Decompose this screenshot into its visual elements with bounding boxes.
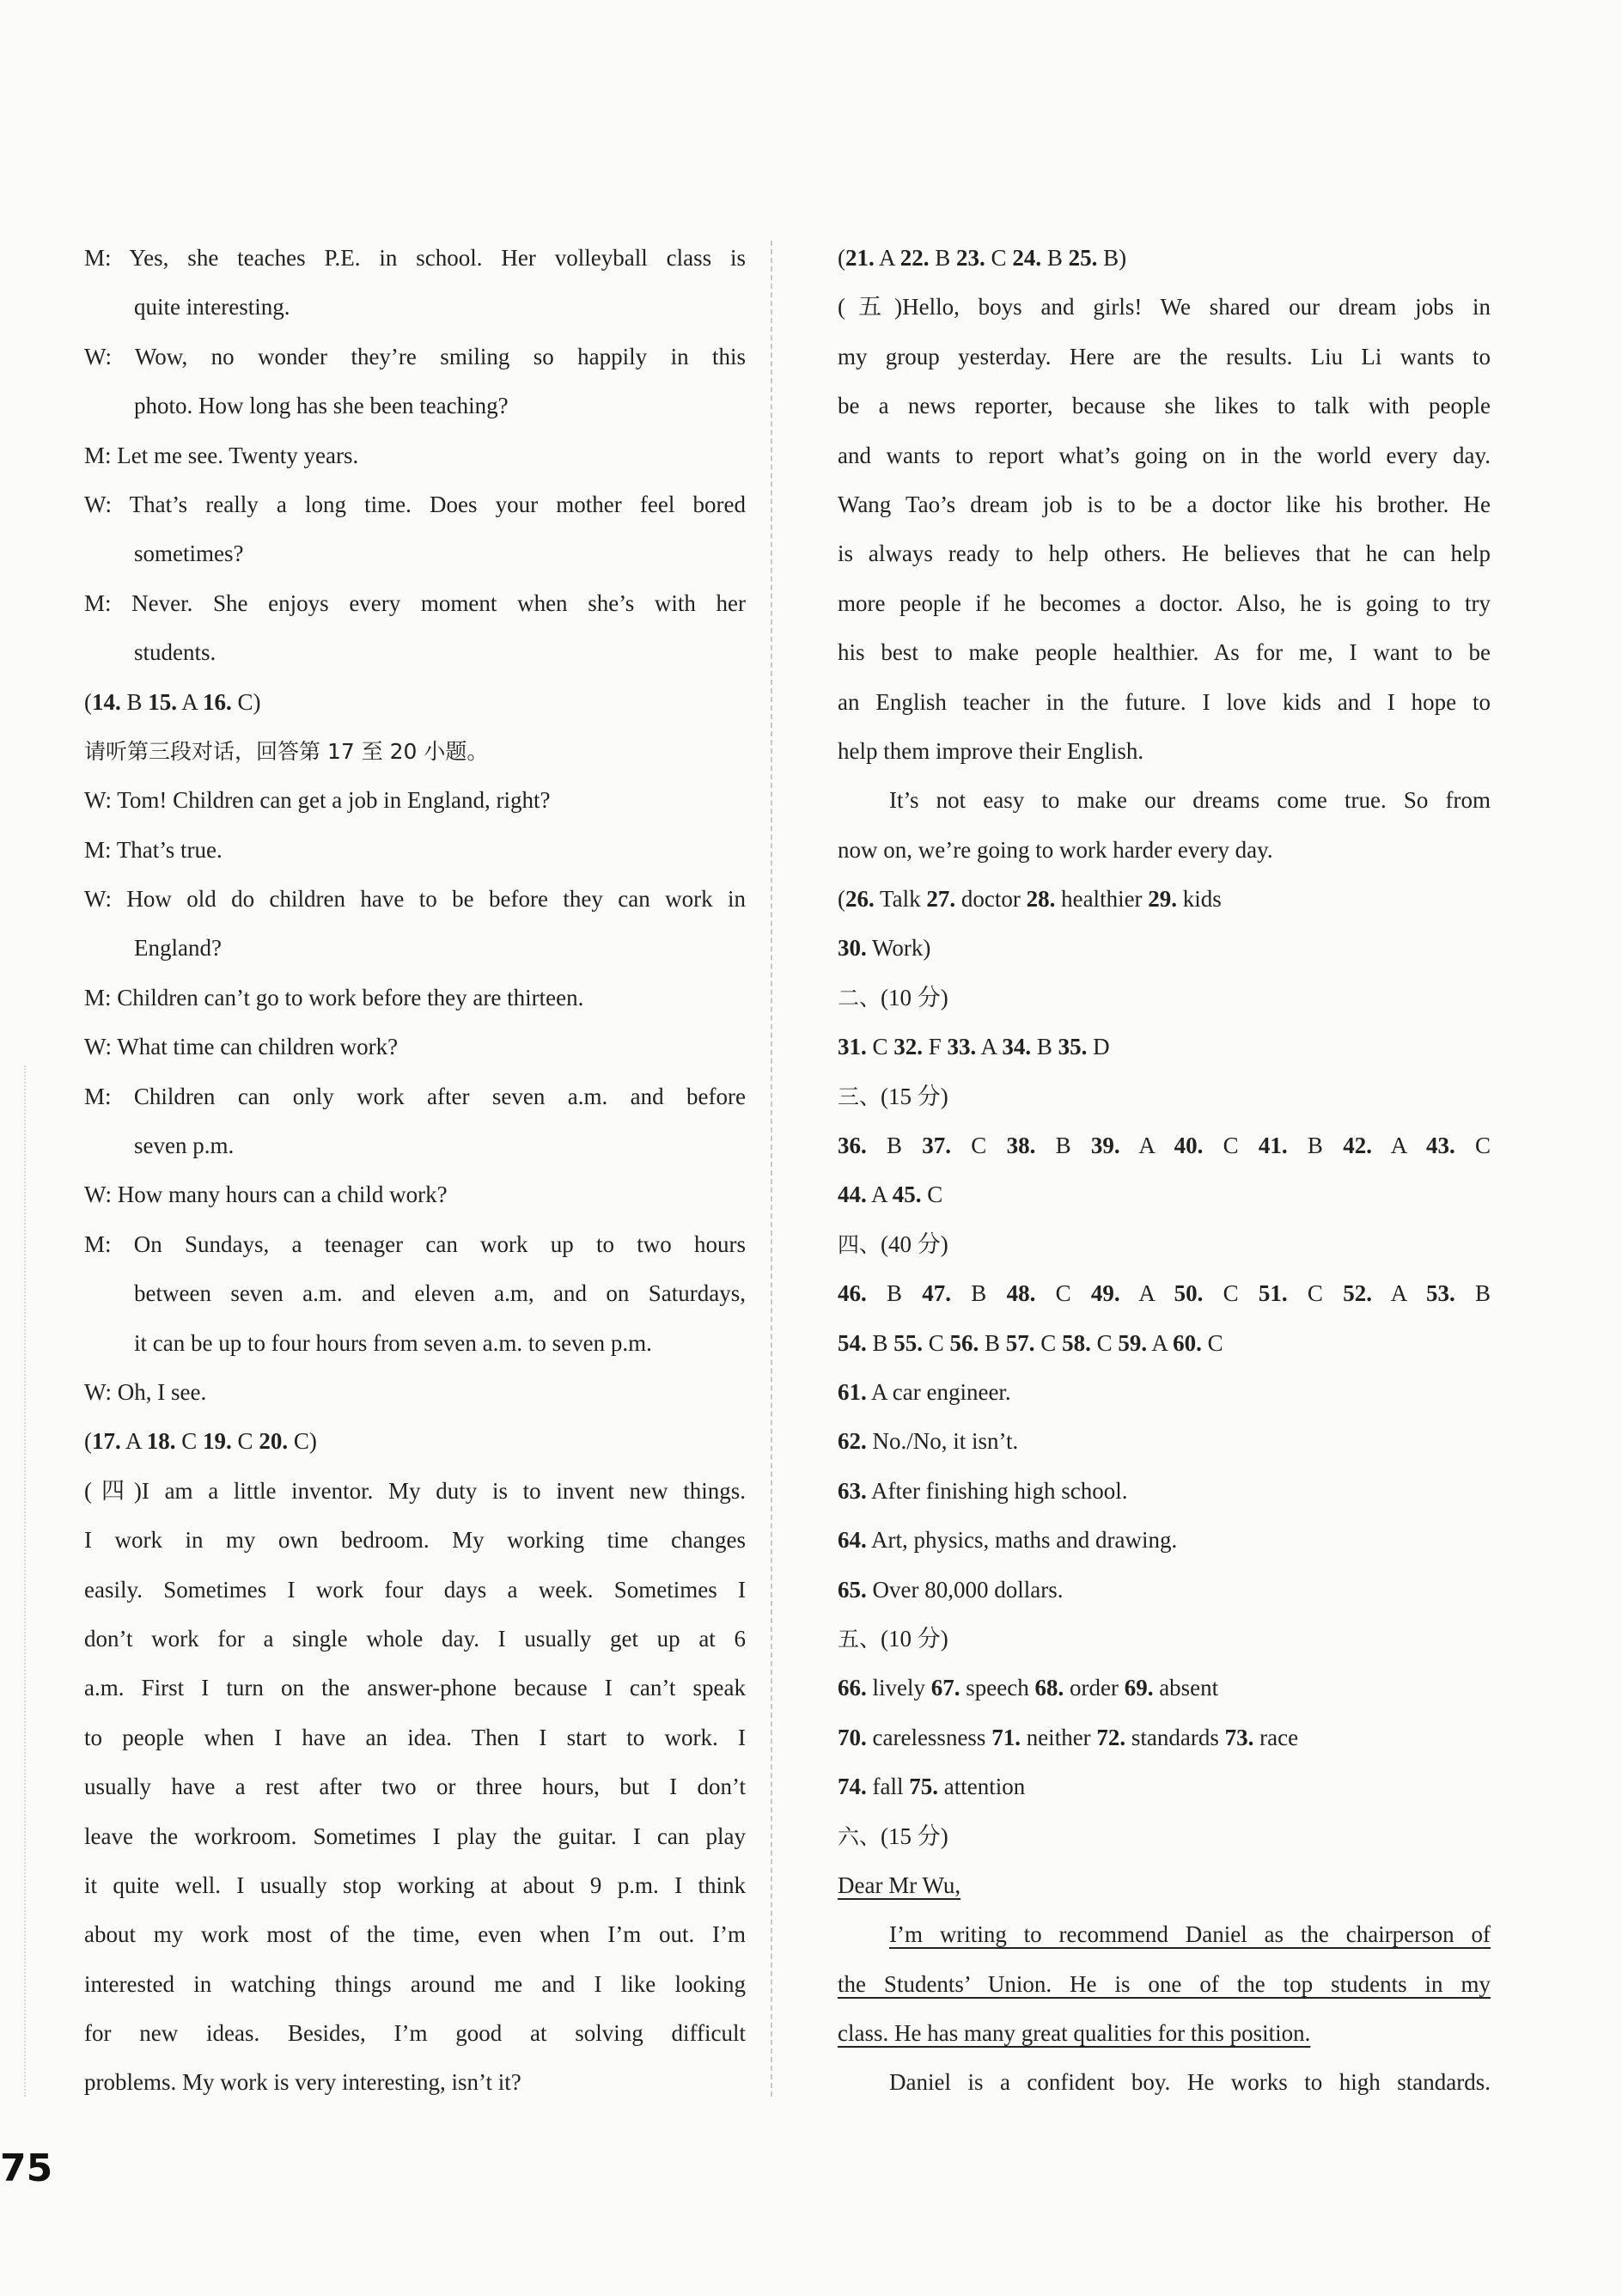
right-column-line: my group yesterday. Here are the results. Liu Li wants to (838, 343, 1491, 369)
right-column-line: 四、(40 分) (838, 1230, 948, 1257)
right-column-line: his best to make people healthier. As for me, I want to be (838, 639, 1491, 666)
left-column-line: M: Let me see. Twenty years. (84, 442, 359, 468)
left-column (84, 234, 746, 2108)
right-column-line: 63. After finishing high school. (838, 1477, 1128, 1504)
right-column-line: now on, we’re going to work harder every day. (838, 836, 1273, 863)
right-column-line: 44. A 45. C (838, 1182, 943, 1208)
left-column-line: between seven a.m. and eleven a.m, and on Saturdays, (134, 1280, 746, 1307)
right-column-line: help them improve their English. (838, 737, 1144, 764)
left-column-line: students. (134, 639, 216, 666)
right-column-line: Daniel is a confident boy. He works to high standards. (889, 2069, 1491, 2096)
left-column-line: it can be up to four hours from seven a.m. to seven p.m. (134, 1329, 652, 1356)
left-column-line: (14. B 15. A 16. C) (84, 688, 261, 715)
right-column-line: 30. Work) (838, 935, 931, 962)
right-column-line: 46. B 47. B 48. C 49. A 50. C 51. C 52. A 53. B (838, 1280, 1491, 1307)
right-column-line: 62. No./No, it isn’t. (838, 1428, 1019, 1455)
left-column-line: W: How many hours can a child work? (84, 1182, 448, 1208)
left-column-line: W: Wow, no wonder they’re smiling so happily in this (84, 343, 746, 369)
left-column-line: W: Oh, I see. (84, 1378, 207, 1405)
right-column-line: 二、(10 分) (838, 984, 948, 1011)
right-column-line: 五、(10 分) (838, 1625, 948, 1652)
left-column-line: don’t work for a single whole day. I usually get up at 6 (84, 1625, 746, 1652)
left-column-line: to people when I have an idea. Then I start to work. I (84, 1724, 746, 1750)
left-column-line: interested in watching things around me and I like looking (84, 1970, 746, 1997)
right-column-line: I’m writing to recommend Daniel as the chairperson of (889, 1921, 1491, 1948)
left-column-line: quite interesting. (134, 294, 290, 321)
right-column-line: be a news reporter, because she likes to talk with people (838, 393, 1491, 419)
left-column-line: 请听第三段对话，回答第 17 至 20 小题。 (84, 738, 489, 764)
left-column-line: a.m. First I turn on the answer-phone because I can’t speak (84, 1675, 746, 1701)
right-column-line: is always ready to help others. He believes that he can help (838, 540, 1491, 567)
right-column-line: and wants to report what’s going on in the world every day. (838, 442, 1491, 468)
right-column-line: the Students’ Union. He is one of the top students in my (838, 1970, 1491, 1997)
right-column-line: 36. B 37. C 38. B 39. A 40. C 41. B 42. A 43. C (838, 1133, 1491, 1159)
right-column-line: Wang Tao’s dream job is to be a doctor like his brother. He (838, 491, 1491, 517)
right-column-line: 六、(15 分) (838, 1823, 948, 1849)
left-column-line: about my work most of the time, even when I’m out. I’m (84, 1921, 746, 1948)
right-column-line: 70. carelessness 71. neither 72. standards 73. race (838, 1724, 1299, 1750)
right-column-line: (21. A 22. B 23. C 24. B 25. B) (838, 245, 1127, 271)
left-column-line: seven p.m. (134, 1133, 235, 1159)
left-column-line: (17. A 18. C 19. C 20. C) (84, 1428, 317, 1455)
left-column-line: leave the workroom. Sometimes I play the guitar. I can play (84, 1823, 746, 1849)
column-divider (771, 241, 772, 2097)
right-column-line: 64. Art, physics, maths and drawing. (838, 1527, 1178, 1554)
binding-margin-dots (24, 1066, 26, 2097)
right-column (838, 234, 1491, 2108)
right-column-line: 65. Over 80,000 dollars. (838, 1576, 1064, 1603)
right-column-line: 54. B 55. C 56. B 57. C 58. C 59. A 60. C (838, 1329, 1223, 1356)
right-column-line: 三、(15 分) (838, 1083, 948, 1109)
left-column-line: W: How old do children have to be before they can work in (84, 886, 746, 913)
page-number: 75 (0, 2146, 53, 2190)
left-column-line: M: Children can’t go to work before they are thirteen. (84, 984, 584, 1011)
right-column-line: 74. fall 75. attention (838, 1774, 1026, 1800)
right-column-line: 61. A car engineer. (838, 1378, 1011, 1405)
left-column-line: photo. How long has she been teaching? (134, 393, 509, 419)
left-column-line: M: On Sundays, a teenager can work up to two hours (84, 1230, 746, 1257)
right-column-line: an English teacher in the future. I love kids and I hope to (838, 688, 1491, 715)
right-column-line: class. He has many great qualities for this position. (838, 2020, 1311, 2047)
left-column-line: M: Children can only work after seven a.m. and before (84, 1083, 746, 1109)
left-column-line: W: Tom! Children can get a job in England, right? (84, 787, 551, 814)
left-column-line: M: That’s true. (84, 836, 223, 863)
left-column-line: for new ideas. Besides, I’m good at solving difficult (84, 2020, 746, 2047)
right-column-line: more people if he becomes a doctor. Also, he is going to try (838, 589, 1491, 616)
left-column-line: (四)I am a little inventor. My duty is to invent new things. (84, 1477, 746, 1504)
left-column-line: easily. Sometimes I work four days a week. Sometimes I (84, 1576, 746, 1603)
right-column-line: It’s not easy to make our dreams come true. So from (889, 787, 1491, 814)
right-column-line: (五)Hello, boys and girls! We shared our dream jobs in (838, 294, 1491, 321)
left-column-line: I work in my own bedroom. My working time changes (84, 1527, 746, 1554)
left-column-line: usually have a rest after two or three hours, but I don’t (84, 1774, 746, 1800)
left-column-line: England? (134, 935, 222, 962)
left-column-line: M: Never. She enjoys every moment when she’s with her (84, 589, 746, 616)
left-column-line: M: Yes, she teaches P.E. in school. Her volleyball class is (84, 245, 746, 271)
left-column-line: problems. My work is very interesting, isn’t it? (84, 2069, 521, 2096)
right-column-line: (26. Talk 27. doctor 28. healthier 29. kids (838, 886, 1222, 913)
right-column-line: 66. lively 67. speech 68. order 69. absent (838, 1675, 1219, 1701)
right-column-line: 31. C 32. F 33. A 34. B 35. D (838, 1034, 1110, 1060)
left-column-line: W: That’s really a long time. Does your mother feel bored (84, 491, 746, 517)
left-column-line: it quite well. I usually stop working at about 9 p.m. I think (84, 1872, 746, 1898)
right-column-line: Dear Mr Wu, (838, 1872, 961, 1898)
left-column-line: W: What time can children work? (84, 1034, 399, 1060)
left-column-line: sometimes? (134, 540, 244, 567)
